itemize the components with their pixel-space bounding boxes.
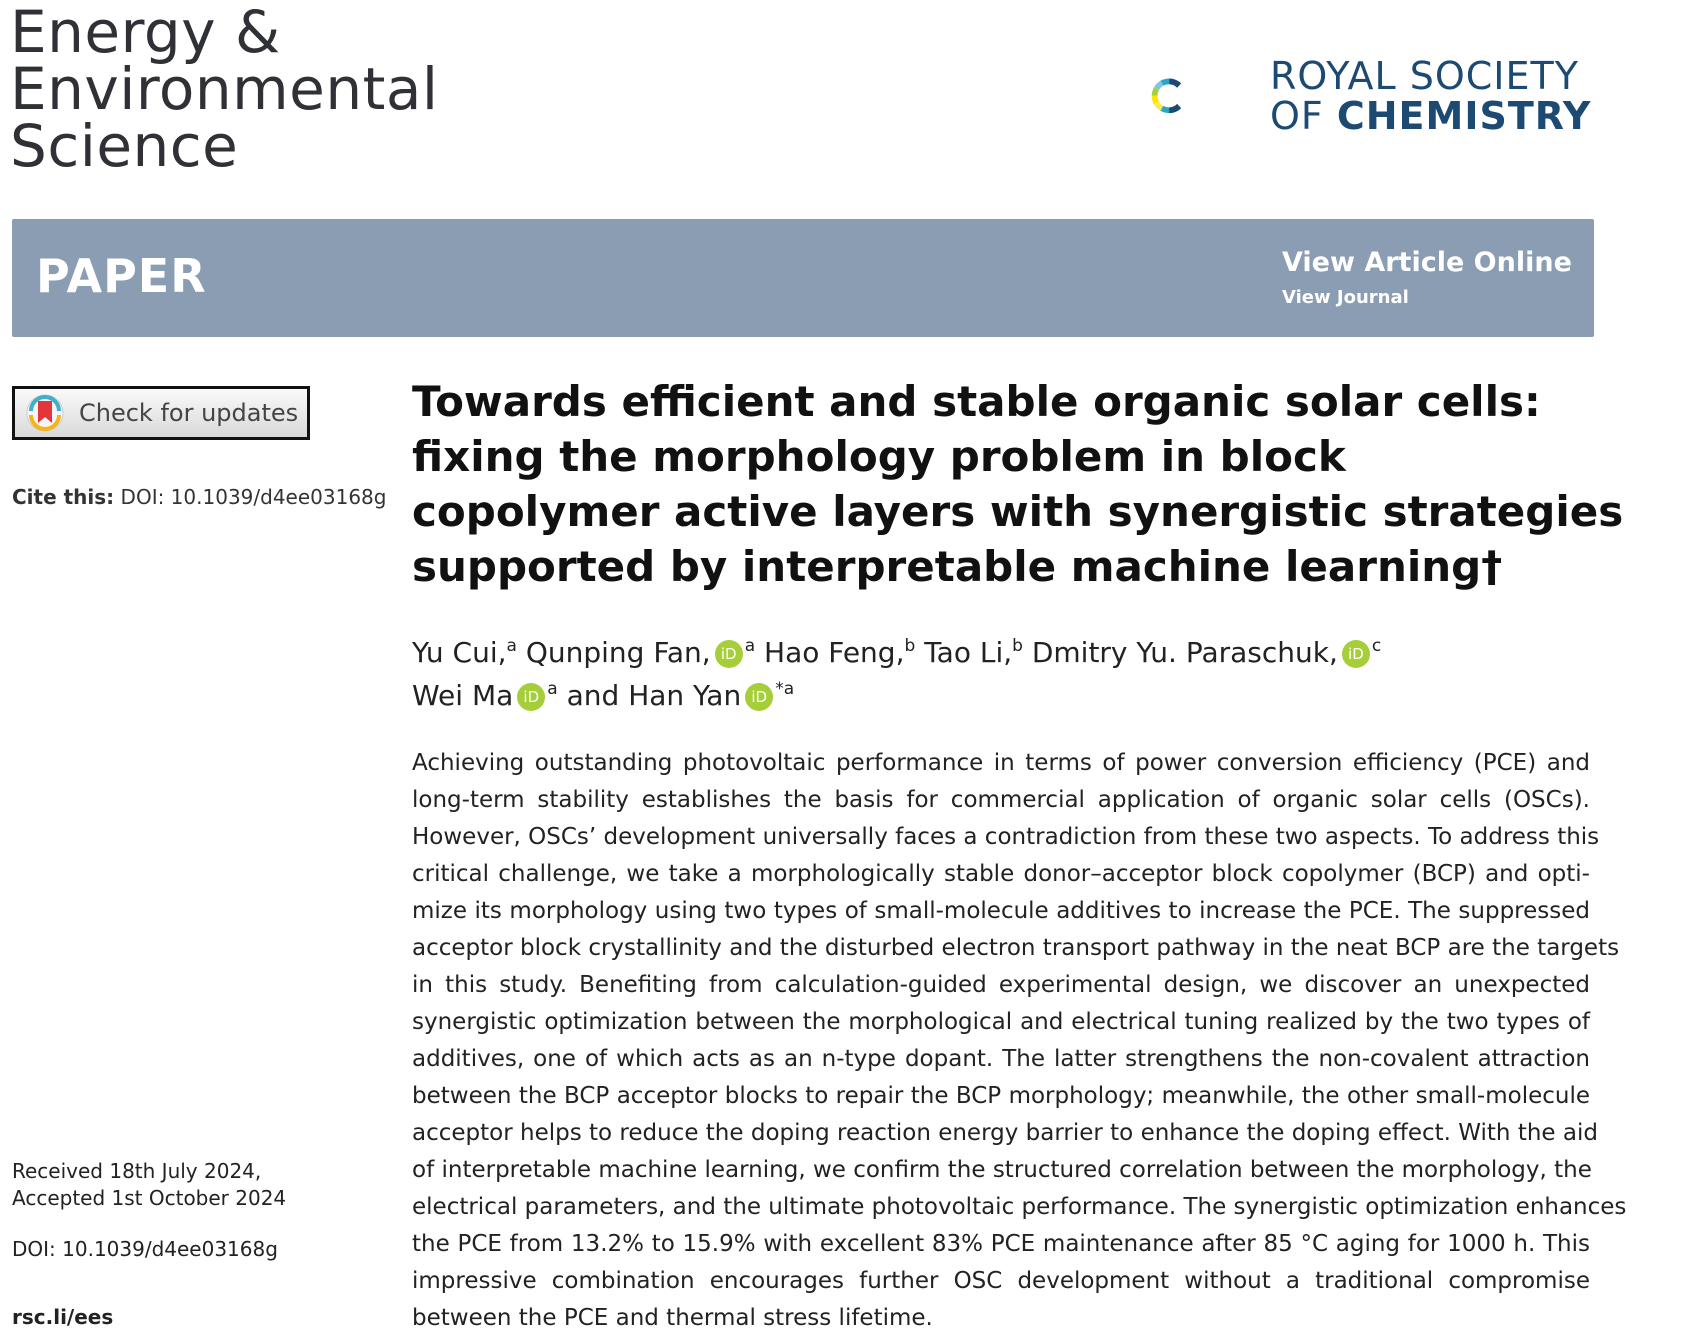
publication-dates (12, 1158, 286, 1212)
author-name[interactable]: Wei Ma (412, 679, 514, 712)
author-name[interactable]: Tao Li, (924, 636, 1013, 669)
abstract-line: between the BCP acceptor blocks to repair the BCP morphology; meanwhile, the other small-molecule (412, 1083, 1590, 1109)
author-affiliation: b (904, 636, 916, 656)
view-article-online-link[interactable]: View Article Online (1282, 247, 1572, 278)
publisher-line1: ROYAL SOCIETY (1270, 54, 1579, 98)
crossmark-icon (25, 393, 65, 433)
rsc-c-logo-icon (1150, 28, 1280, 163)
orcid-icon[interactable]: iD (517, 683, 545, 711)
author-affiliation: b (1012, 636, 1023, 656)
abstract-line: in this study. Benefiting from calculation-guided experimental design, we discover an unexpected (412, 972, 1590, 998)
publisher-line2 (1270, 96, 1591, 136)
abstract-line: However, OSCs’ development universally faces a contradiction from these two aspects. To address this (412, 824, 1600, 850)
journal-title-line: Environmental (10, 55, 439, 123)
received-date: Received 18th July 2024, (12, 1159, 262, 1183)
orcid-icon[interactable]: iD (745, 683, 773, 711)
author-name[interactable]: Dmitry Yu. Paraschuk, (1031, 636, 1338, 669)
article-title-line: copolymer active layers with synergistic strategies (412, 487, 1624, 536)
publisher-line2-prefix: OF (1270, 94, 1337, 138)
check-for-updates-label: Check for updates (79, 399, 299, 427)
article-type-label: PAPER (36, 249, 207, 303)
journal-title-line: Science (10, 112, 239, 180)
author-name[interactable]: Hao Feng, (764, 636, 905, 669)
author-line (412, 671, 1381, 714)
view-journal-link[interactable]: View Journal (1282, 287, 1409, 308)
abstract-line: Achieving outstanding photovoltaic performance in terms of power conversion efficiency (PCE) and (412, 750, 1590, 776)
article-title (412, 374, 1624, 594)
orcid-icon[interactable]: iD (715, 640, 743, 668)
abstract-line: acceptor block crystallinity and the disturbed electron transport pathway in the neat BCP are the targets (412, 935, 1620, 961)
author-line (412, 628, 1381, 671)
abstract-line: impressive combination encourages further OSC development without a traditional compromise (412, 1268, 1590, 1294)
author-affiliation: c (1371, 636, 1382, 656)
cite-doi: DOI: 10.1039/d4ee03168g (120, 485, 387, 509)
abstract-line: the PCE from 13.2% to 15.9% with excellent 83% PCE maintenance after 85 °C aging for 1000 h. This (412, 1231, 1590, 1257)
article-type-band (12, 219, 1594, 337)
author-affiliation: *a (775, 679, 795, 699)
abstract-line: synergistic optimization between the morphological and electrical tuning realized by the two types of (412, 1009, 1590, 1035)
author-affiliation: a (744, 636, 756, 656)
article-title-line: supported by interpretable machine learning† (412, 542, 1503, 591)
author-affiliation: a (506, 636, 517, 656)
author-name[interactable]: Qunping Fan, (525, 636, 711, 669)
article-title-line: fixing the morphology problem in block (412, 432, 1346, 481)
abstract-line: of interpretable machine learning, we confirm the structured correlation between the morphology, the (412, 1157, 1592, 1183)
abstract (412, 745, 1627, 1337)
abstract-line: additives, one of which acts as an n-type dopant. The latter strengthens the non-covalent attraction (412, 1046, 1590, 1072)
accepted-date: Accepted 1st October 2024 (12, 1186, 287, 1210)
author-list (412, 628, 1381, 714)
author-name[interactable]: and Han Yan (566, 679, 742, 712)
publisher-name (1270, 56, 1591, 136)
abstract-line: electrical parameters, and the ultimate photovoltaic performance. The synergistic optimization enhances (412, 1194, 1627, 1220)
orcid-icon[interactable]: iD (1342, 640, 1370, 668)
doi-label: DOI: 10.1039/d4ee03168g (12, 1237, 278, 1261)
abstract-line: between the PCE and thermal stress lifetime. (412, 1305, 933, 1331)
author-affiliation: a (547, 679, 558, 699)
author-name[interactable]: Yu Cui, (412, 636, 507, 669)
check-for-updates-button[interactable] (12, 386, 310, 440)
article-title-line: Towards efficient and stable organic solar cells: (412, 377, 1541, 426)
cite-label: Cite this: (12, 485, 115, 509)
journal-title (10, 0, 439, 180)
journal-short-link[interactable]: rsc.li/ees (12, 1305, 114, 1329)
abstract-line: acceptor helps to reduce the doping reaction energy barrier to enhance the doping effect. With the aid (412, 1120, 1598, 1146)
publisher-line2-bold: CHEMISTRY (1336, 94, 1592, 138)
abstract-line: long-term stability establishes the basis for commercial application of organic solar cells (OSCs). (412, 787, 1590, 813)
cite-this (12, 485, 386, 509)
abstract-line: critical challenge, we take a morphologically stable donor–acceptor block copolymer (BCP) and opti- (412, 861, 1590, 887)
journal-title-line: Energy & (10, 0, 281, 66)
abstract-line: mize its morphology using two types of small-molecule additives to increase the PCE. The suppressed (412, 898, 1590, 924)
